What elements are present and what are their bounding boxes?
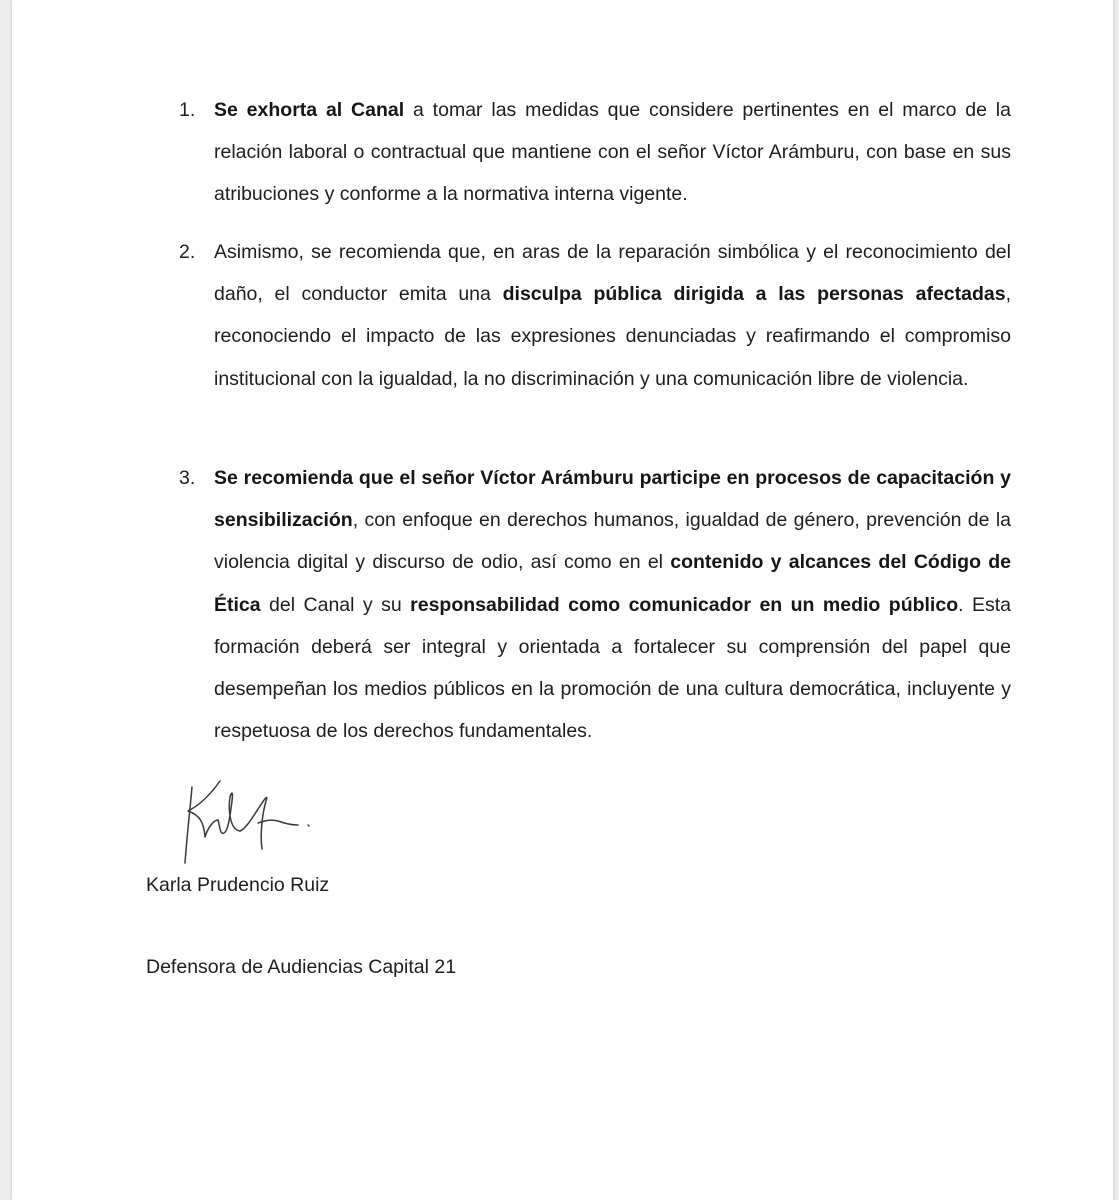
text-run: , con enfoque en derechos humanos, igualdad de género, prevención de la violencia digital y discurso de odio, así como en el (214, 509, 1011, 574)
bold-phrase: Se recomienda que el señor Víctor Arámburu participe en procesos de capacitación y sensibilización (214, 467, 1011, 532)
signature-stroke (185, 787, 192, 863)
signer-name: Karla Prudencio Ruiz (146, 874, 330, 896)
item-number: 2. (179, 241, 196, 263)
item-number: 3. (179, 467, 196, 489)
item-number: 1. (179, 99, 196, 121)
text-run: del Canal y su (260, 593, 411, 616)
bold-phrase: contenido y alcances del Código de Ética (214, 551, 1011, 616)
signer-title: Defensora de Audiencias Capital 21 (146, 956, 457, 978)
signature-stroke (218, 793, 240, 833)
signature-stroke (258, 820, 298, 825)
text-run: Asimismo, se recomienda que, en aras de la reparación simbólica y el reconocimiento del daño, el conductor emita una (214, 241, 1011, 306)
signature-stroke (188, 781, 220, 837)
bold-phrase: disculpa pública dirigida a las personas afectadas (502, 283, 1006, 306)
text-run: , reconociendo el impacto de las expresiones denunciadas y reafirmando el compromiso institucional con la igualdad, la no discriminación y una comunicación libre de violencia. (214, 283, 1011, 390)
signature-stroke (308, 825, 309, 826)
bold-phrase: Se exhorta al Canal (214, 99, 405, 121)
signature-stroke (240, 797, 267, 849)
signature-strokes (185, 781, 309, 863)
bold-phrase: responsabilidad como comunicador en un medio público (410, 593, 959, 616)
item-text (214, 457, 1011, 752)
item-text (214, 89, 1011, 216)
document-page (12, 0, 1113, 1200)
text-run: a tomar las medidas que considere pertinentes en el marco de la relación laboral o contractual que mantiene con el señor Víctor Arámburu, con base en sus atribuciones y conforme a la normativa interna vigente. (214, 99, 1011, 206)
text-run: . Esta formación deberá ser integral y orientada a fortalecer su comprensión del papel que desempeñan los medios públicos en la promoción de una cultura democrática, incluyente y respetuosa de los derechos fundamentales. (214, 593, 1011, 743)
handwritten-signature (162, 775, 322, 865)
item-text (214, 231, 1011, 400)
